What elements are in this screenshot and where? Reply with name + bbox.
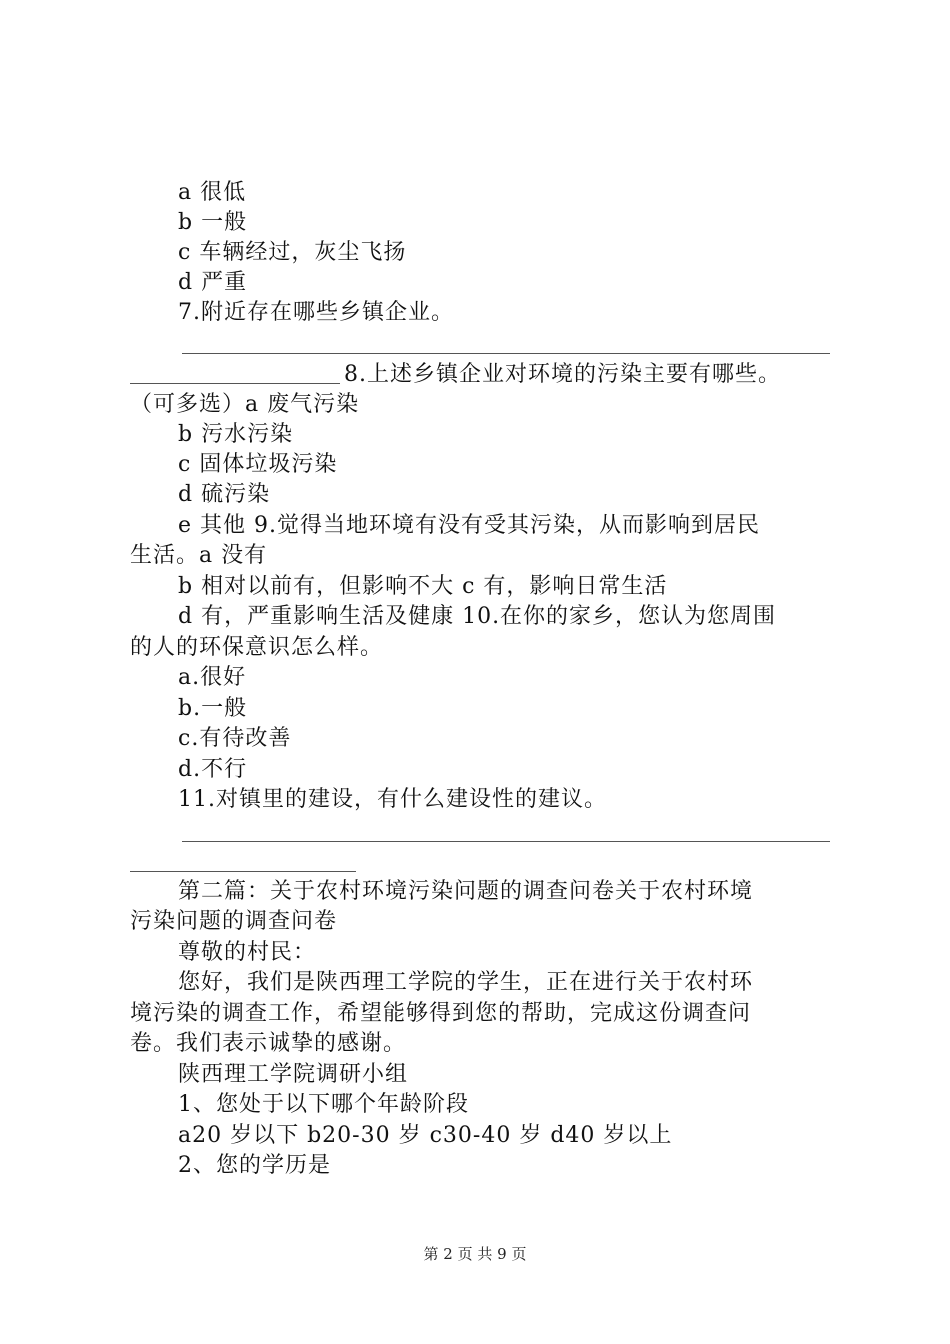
survey-team-signature: 陕西理工学院调研小组 <box>178 1062 409 1087</box>
q8-option-b: b 污水污染 <box>178 422 294 447</box>
q10-option-b: b.一般 <box>178 696 248 721</box>
q6-option-d: d 严重 <box>178 270 248 295</box>
page-number-footer: 第 2 页 共 9 页 <box>423 1245 527 1263</box>
section-2-title: 第二篇：关于农村环境污染问题的调查问卷关于农村环境 <box>178 879 754 904</box>
answer-line <box>130 871 356 872</box>
q6-option-a: a 很低 <box>178 180 247 205</box>
q10-option-a: a.很好 <box>178 665 247 690</box>
answer-line <box>130 383 340 384</box>
question-9: e 其他 9.觉得当地环境有没有受其污染，从而影响到居民 <box>178 513 760 538</box>
q6-option-c: c 车辆经过，灰尘飞扬 <box>178 240 407 265</box>
q10-option-d: d.不行 <box>178 757 248 782</box>
question-10: d 有，严重影响生活及健康 10.在你的家乡，您认为您周围 <box>178 604 777 629</box>
section-2-title-continued: 污染问题的调查问卷 <box>130 909 338 934</box>
question-9-continued: 生活。a 没有 <box>130 543 268 568</box>
q10-option-c: c.有待改善 <box>178 726 292 751</box>
question-11: 11.对镇里的建设，有什么建设性的建议。 <box>178 787 607 812</box>
answer-line <box>182 353 830 354</box>
intro-paragraph-continued: 境污染的调查工作，希望能够得到您的帮助，完成这份调查问 <box>130 1001 752 1026</box>
q6-option-b: b 一般 <box>178 210 248 235</box>
question-8-continued: （可多选）a 废气污染 <box>130 392 360 417</box>
salutation: 尊敬的村民： <box>178 940 317 965</box>
intro-paragraph: 您好，我们是陕西理工学院的学生，正在进行关于农村环 <box>178 970 754 995</box>
q9-option-b: b 相对以前有，但影响不大 c 有，影响日常生活 <box>178 574 668 599</box>
question-10-continued: 的人的环保意识怎么样。 <box>130 635 384 660</box>
intro-paragraph-end: 卷。我们表示诚挚的感谢。 <box>130 1031 407 1056</box>
question-2: 2、您的学历是 <box>178 1153 331 1178</box>
question-8: 8.上述乡镇企业对环境的污染主要有哪些。 <box>344 362 781 387</box>
question-7: 7.附近存在哪些乡镇企业。 <box>178 300 454 325</box>
answer-line <box>182 841 830 842</box>
q8-option-d: d 硫污染 <box>178 482 271 507</box>
q8-option-c: c 固体垃圾污染 <box>178 452 338 477</box>
question-1: 1、您处于以下哪个年龄阶段 <box>178 1092 469 1117</box>
question-1-options: a20 岁以下 b20-30 岁 c30-40 岁 d40 岁以上 <box>178 1123 673 1148</box>
